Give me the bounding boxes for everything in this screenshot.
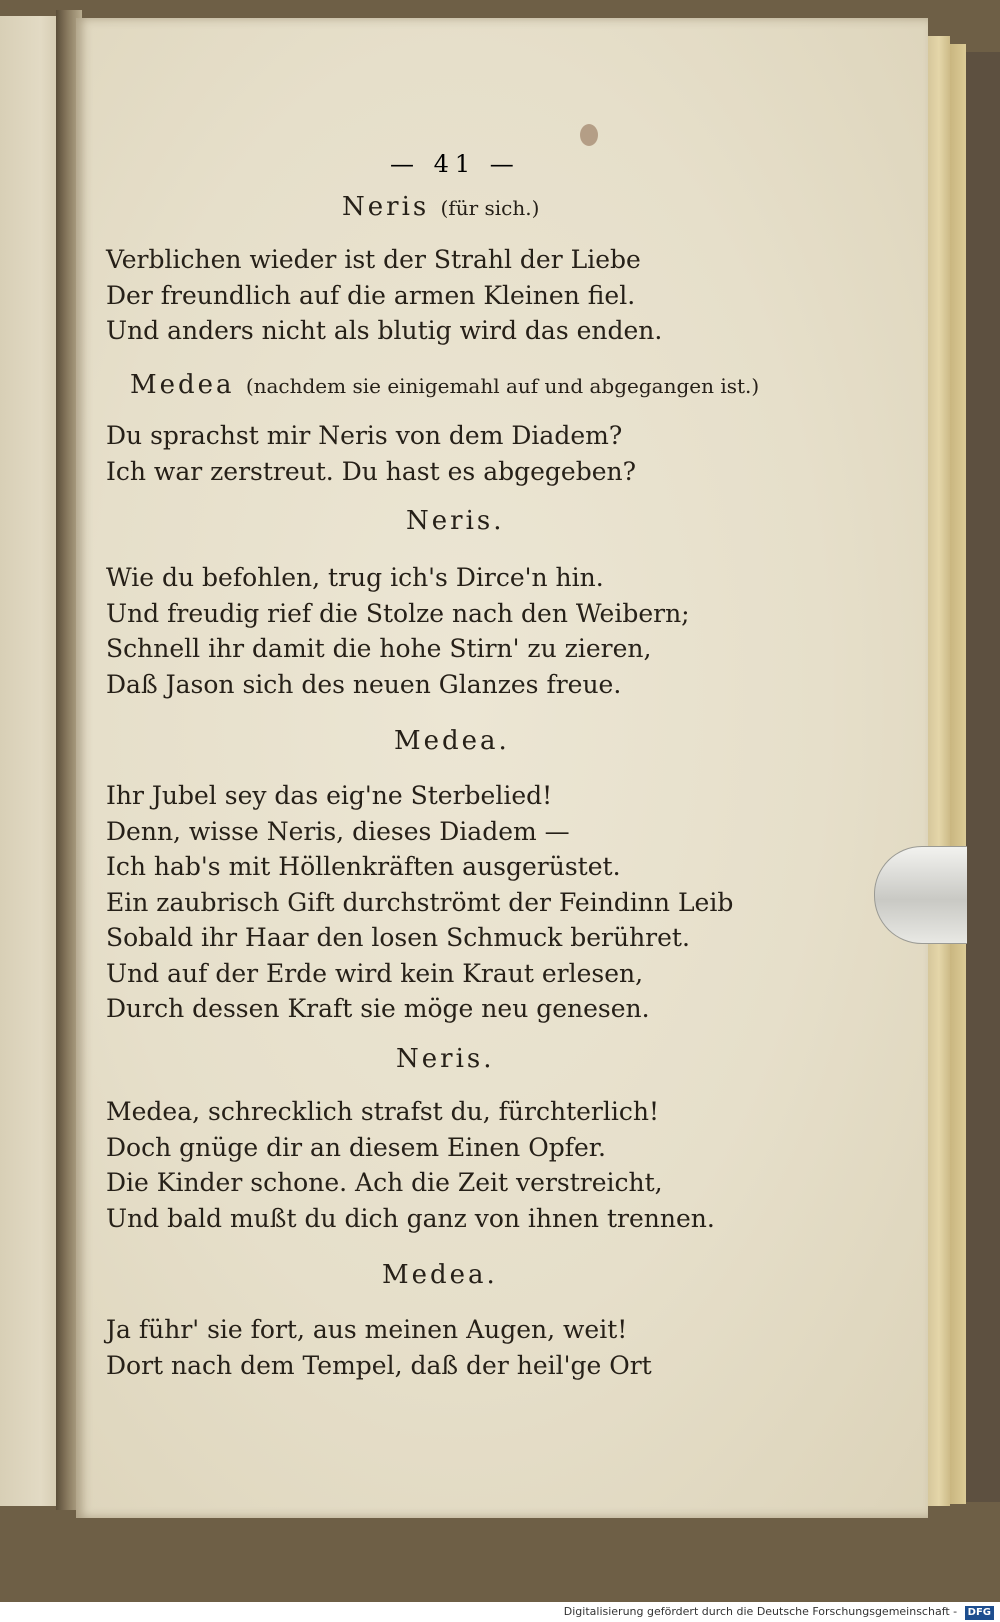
credit-text: Digitalisierung gefördert durch die Deutsche Forschungsgemeinschaft - — [563, 1605, 958, 1618]
verse-line: Und freudig rief die Stolze nach den Weibern; — [106, 598, 690, 628]
speaker-name: Medea. — [382, 1260, 498, 1290]
verse-line: Und bald mußt du dich ganz von ihnen trennen. — [106, 1203, 715, 1233]
verse-line: Medea, schrecklich strafst du, fürchterlich! — [106, 1097, 660, 1126]
verse-line: Durch dessen Kraft sie möge neu genesen. — [106, 994, 650, 1023]
verse-block — [106, 560, 866, 702]
verse-line: Sobald ihr Haar den losen Schmuck berühret. — [106, 923, 690, 952]
speaker-heading — [396, 1044, 495, 1074]
speaker-heading — [130, 370, 759, 400]
verse-line: Der freundlich auf die armen Kleinen fiel. — [106, 280, 636, 310]
verse-line: Ein zaubrisch Gift durchströmt der Feindinn Leib — [106, 887, 734, 917]
speaker-name: Medea. — [394, 726, 510, 756]
paper-stain — [580, 124, 598, 146]
verse-line: Und auf der Erde wird kein Kraut erlesen, — [106, 958, 644, 988]
speaker-heading — [394, 726, 510, 756]
verse-line: Daß Jason sich des neuen Glanzes freue. — [106, 669, 622, 699]
speaker-heading — [342, 192, 539, 222]
verse-line: Verblichen wieder ist der Strahl der Liebe — [106, 245, 641, 274]
speaker-heading — [382, 1260, 498, 1290]
verse-line: Du sprachst mir Neris von dem Diadem? — [106, 421, 623, 450]
verse-block — [106, 778, 866, 1027]
page-edges-inner — [950, 44, 966, 1504]
verse-block — [106, 242, 866, 349]
verse-line: Denn, wisse Neris, dieses Diadem — — [106, 816, 570, 846]
verse-line: Doch gnüge dir an diesem Einen Opfer. — [106, 1132, 606, 1162]
speaker-name: Neris. — [396, 1044, 495, 1074]
speaker-name: Medea — [130, 370, 235, 400]
verse-line: Wie du befohlen, trug ich's Dirce'n hin. — [106, 563, 604, 592]
verse-block — [106, 418, 866, 489]
verse-line: Ich war zerstreut. Du hast es abgegeben? — [106, 456, 637, 486]
digitization-credit — [0, 1602, 1000, 1622]
page-number: — 41 — — [390, 150, 520, 178]
verse-line: Die Kinder schone. Ach die Zeit verstreicht, — [106, 1168, 663, 1197]
speaker-name: Neris. — [406, 506, 505, 536]
bookmark-tab — [874, 846, 967, 944]
verse-line: Ihr Jubel sey das eig'ne Sterbelied! — [106, 781, 553, 810]
speaker-name: Neris — [342, 192, 430, 222]
verse-line: Und anders nicht als blutig wird das enden. — [106, 316, 663, 345]
book-cover-edge — [966, 52, 1000, 1502]
dfg-logo: DFG — [965, 1606, 994, 1620]
speaker-heading — [406, 506, 505, 536]
stage-direction: (für sich.) — [440, 196, 540, 220]
page-edges — [928, 36, 950, 1506]
verse-line: Schnell ihr damit die hohe Stirn' zu zieren, — [106, 634, 652, 663]
verse-block — [106, 1312, 866, 1383]
verse-line: Dort nach dem Tempel, daß der heil'ge Ort — [106, 1350, 652, 1380]
stage-direction: (nachdem sie einigemahl auf und abgegangen ist.) — [245, 374, 760, 398]
verse-block — [106, 1094, 866, 1236]
verse-line: Ja führ' sie fort, aus meinen Augen, weit! — [106, 1315, 628, 1344]
verse-line: Ich hab's mit Höllenkräften ausgerüstet. — [106, 852, 621, 881]
